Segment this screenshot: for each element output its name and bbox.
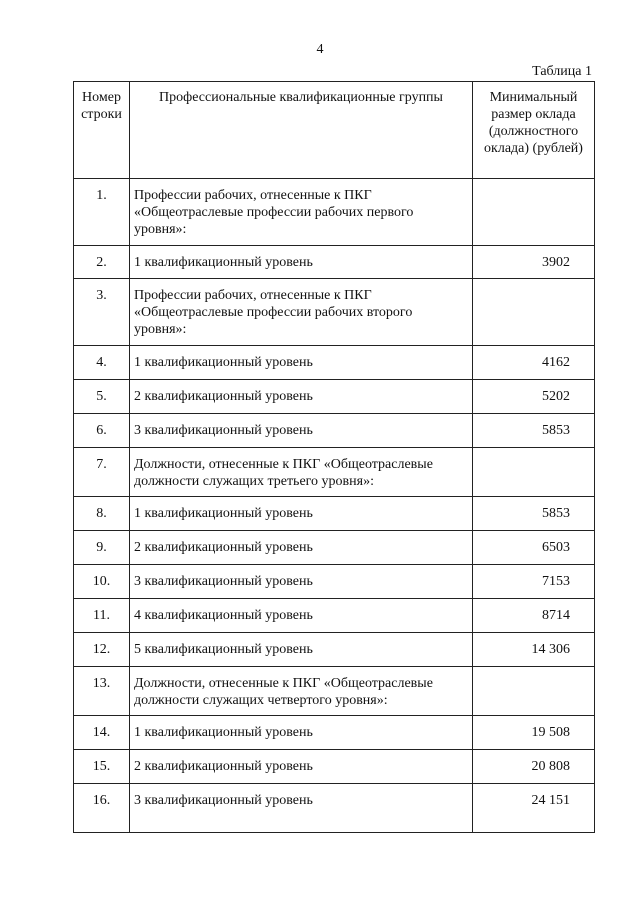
page-number: 4 xyxy=(316,42,324,57)
row-salary: 19 508 xyxy=(473,716,595,750)
table-row xyxy=(74,497,595,531)
row-number: 3. xyxy=(74,279,130,346)
row-number: 13. xyxy=(74,667,130,716)
row-group: 1 квалификационный уровень xyxy=(130,246,473,279)
row-group: 2 квалификационный уровень xyxy=(130,531,473,565)
row-salary: 5853 xyxy=(473,414,595,448)
table-row xyxy=(74,750,595,784)
header-row-number: Номер строки xyxy=(74,82,130,179)
row-salary xyxy=(473,448,595,497)
table-row xyxy=(74,633,595,667)
row-group: Профессии рабочих, отнесенные к ПКГ «Общеотраслевые профессии рабочих второго уровня»: xyxy=(130,279,473,346)
row-number: 5. xyxy=(74,380,130,414)
row-salary: 6503 xyxy=(473,531,595,565)
row-group: 1 квалификационный уровень xyxy=(130,716,473,750)
row-salary: 5202 xyxy=(473,380,595,414)
table-row xyxy=(74,784,595,833)
table-row xyxy=(74,346,595,380)
table-row xyxy=(74,414,595,448)
row-salary: 20 808 xyxy=(473,750,595,784)
row-group: 1 квалификационный уровень xyxy=(130,497,473,531)
table-row xyxy=(74,716,595,750)
table-caption: Таблица 1 xyxy=(532,64,592,79)
row-group: 3 квалификационный уровень xyxy=(130,784,473,833)
table-row xyxy=(74,667,595,716)
table-row xyxy=(74,448,595,497)
header-qualification-groups: Профессиональные квалификационные группы xyxy=(130,82,473,179)
row-group: 3 квалификационный уровень xyxy=(130,565,473,599)
salary-table xyxy=(73,81,595,833)
row-number: 8. xyxy=(74,497,130,531)
header-min-salary: Минимальный размер оклада (должностного оклада) (рублей) xyxy=(473,82,595,179)
row-salary xyxy=(473,179,595,246)
row-number: 12. xyxy=(74,633,130,667)
row-group: 3 квалификационный уровень xyxy=(130,414,473,448)
row-group: 2 квалификационный уровень xyxy=(130,750,473,784)
row-number: 2. xyxy=(74,246,130,279)
row-salary xyxy=(473,667,595,716)
row-number: 6. xyxy=(74,414,130,448)
row-group: Должности, отнесенные к ПКГ «Общеотраслевые должности служащих четвертого уровня»: xyxy=(130,667,473,716)
row-number: 7. xyxy=(74,448,130,497)
row-group: Должности, отнесенные к ПКГ «Общеотраслевые должности служащих третьего уровня»: xyxy=(130,448,473,497)
row-salary xyxy=(473,279,595,346)
row-salary: 14 306 xyxy=(473,633,595,667)
row-group: Профессии рабочих, отнесенные к ПКГ «Общеотраслевые профессии рабочих первого уровня»: xyxy=(130,179,473,246)
row-number: 14. xyxy=(74,716,130,750)
row-number: 10. xyxy=(74,565,130,599)
row-group: 5 квалификационный уровень xyxy=(130,633,473,667)
row-number: 15. xyxy=(74,750,130,784)
row-salary: 7153 xyxy=(473,565,595,599)
row-salary: 4162 xyxy=(473,346,595,380)
table-row xyxy=(74,380,595,414)
row-group: 1 квалификационный уровень xyxy=(130,346,473,380)
row-salary: 24 151 xyxy=(473,784,595,833)
table-header-row xyxy=(74,82,595,179)
row-salary: 5853 xyxy=(473,497,595,531)
table-row xyxy=(74,246,595,279)
row-salary: 3902 xyxy=(473,246,595,279)
row-number: 16. xyxy=(74,784,130,833)
table-row xyxy=(74,531,595,565)
table-row xyxy=(74,279,595,346)
row-number: 1. xyxy=(74,179,130,246)
row-group: 2 квалификационный уровень xyxy=(130,380,473,414)
row-number: 4. xyxy=(74,346,130,380)
table-row xyxy=(74,565,595,599)
row-group: 4 квалификационный уровень xyxy=(130,599,473,633)
row-number: 9. xyxy=(74,531,130,565)
row-number: 11. xyxy=(74,599,130,633)
table-row xyxy=(74,599,595,633)
row-salary: 8714 xyxy=(473,599,595,633)
table-row xyxy=(74,179,595,246)
